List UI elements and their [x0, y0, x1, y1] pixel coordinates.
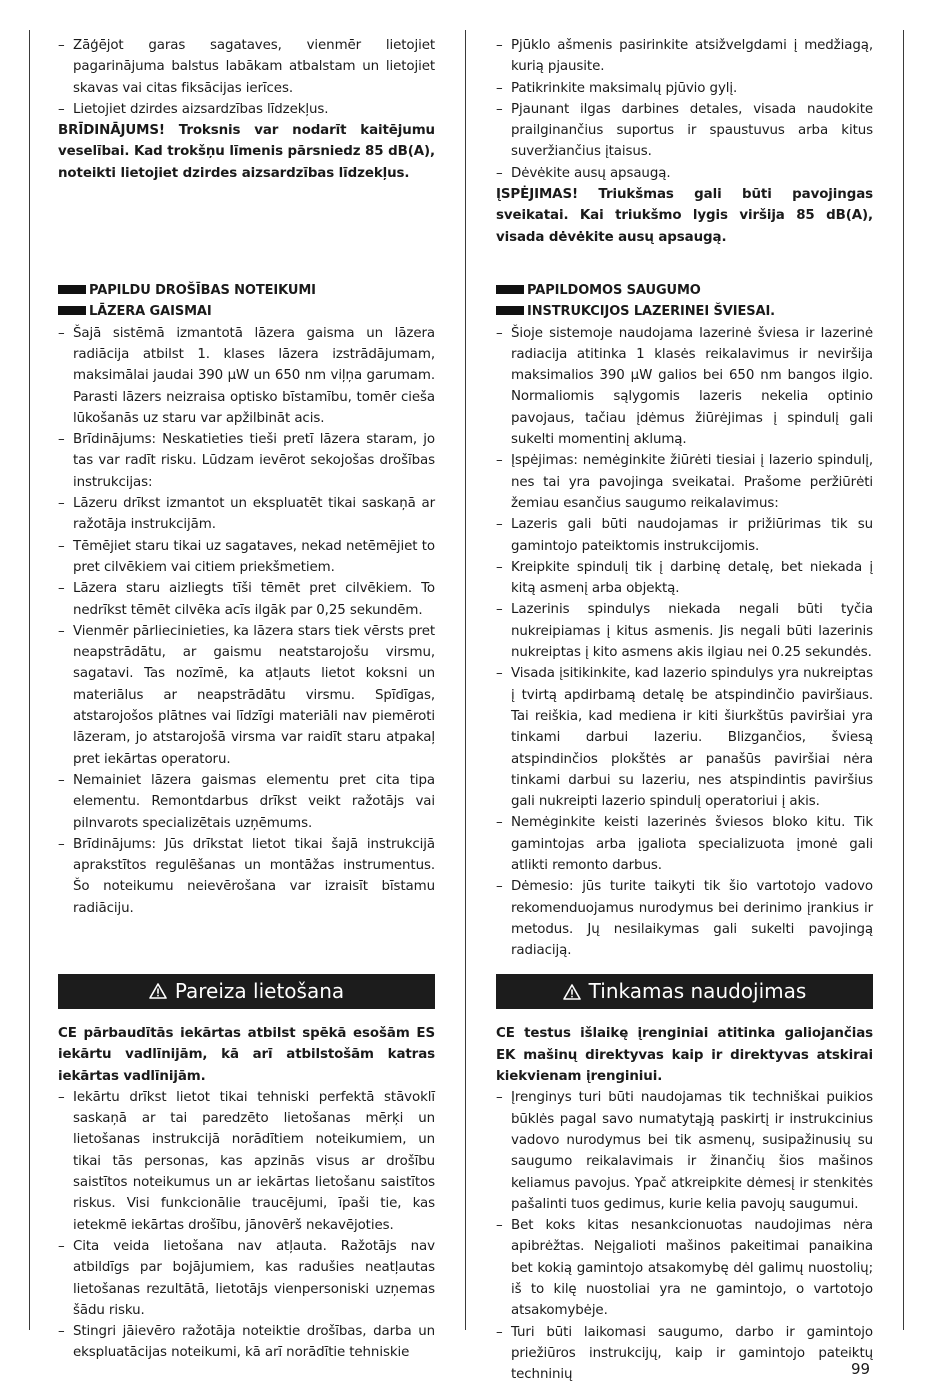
section-heading	[58, 280, 435, 323]
left-intro-list	[58, 35, 435, 120]
list-item: – Brīdinājums: Jūs drīkstat lietot tikai šajā instrukcijā aprakstītos regulēšanas un montāžas instrumentus. Šo noteikumu neievērošana var izraisīt bīstamu radiāciju.	[58, 834, 435, 919]
left-column	[58, 35, 435, 1364]
left-use-list	[58, 1087, 435, 1364]
list-item: – Turi būti laikomasi saugumo, darbo ir gamintojo priežiūros instrukcijų, kaip ir gamintojo pateiktų techninių	[496, 1322, 873, 1386]
section-heading-line: INSTRUKCIJOS LAZERINEI ŠVIESAI.	[527, 304, 776, 320]
right-laser-list	[496, 323, 873, 962]
list-item: – Zāģējot garas sagataves, vienmēr lietojiet pagarinājuma balstus labākam atbalstam un lietojiet skavas vai citas fiksācijas ierīces.	[58, 35, 435, 99]
section-heading-line: PAPILDU DROŠĪBAS NOTEIKUMI	[89, 283, 316, 299]
list-item: – Pjūklo ašmenis pasirinkite atsižvelgdami į medžiagą, kurią pjausite.	[496, 35, 873, 78]
list-item: – Šajā sistēmā izmantotā lāzera gaisma un lāzera radiācija atbilst 1. klases lāzera izstrādājumam, maksimālai jaudai 390 μW un 650 nm viļņa garumam. Parasti lāzers neizraisa optisko bīstamību, tomēr cieša lūkošanās uz staru var apžilbināt acis.	[58, 323, 435, 429]
list-item: – Cita veida lietošana nav atļauta. Ražotājs nav atbildīgs par bojājumiem, kas radušies neatļautas lietošanas rezultātā, lietotājs vienpersoniski uzņemas šādu risku.	[58, 1236, 435, 1321]
section-heading-line: PAPILDOMOS SAUGUMO	[527, 282, 701, 298]
list-item: – Bet koks kitas nesankcionuotas naudojimas nėra apibrėžtas. Neįgalioti mašinos pakeitimai panaikina bet kokią gamintojo atsakomybę dėl galimų nuostolių; iš to kilę nuostoliai yra ne gamintojo, o vartotojo atsakomybėje.	[496, 1215, 873, 1321]
list-item: – Stingri jāievēro ražotāja noteiktie drošības, darba un ekspluatācijas noteikumi, kā arī norādītie tehniskie	[58, 1321, 435, 1364]
use-intro: CE pārbaudītās iekārtas atbilst spēkā esošām ES iekārtu vadlīnijām, kā arī atbilstošām katras iekārtas vadlīnijām.	[58, 1025, 435, 1084]
list-item: – Įspėjimas: nemėginkite žiūrėti tiesiai į lazerio spindulį, nes tai yra pavojinga sveikatai. Prašome peržiūrėti žemiau esančius saugumo reikalavimus:	[496, 450, 873, 514]
list-item: – Lāzera staru aizliegts tīši tēmēt pret cilvēkiem. To nedrīkst tēmēt cilvēka acīs ilgāk par 0,25 sekundēm.	[58, 578, 435, 621]
right-use-list	[496, 1087, 873, 1385]
noise-warning: BRĪDINĀJUMS! Troksnis var nodarīt kaitējumu veselībai. Kad trokšņu līmenis pārsniedz 85 dB(A), noteikti lietojiet dzirdes aizsardzības līdzekļus.	[58, 123, 435, 181]
heading-marker-icon	[58, 285, 86, 294]
section-banner	[58, 974, 435, 1009]
list-item: – Nemainiet lāzera gaismas elementu pret cita tipa elementu. Remontdarbus drīkst veikt ražotājs vai pilnvarots specializētais uzņēmums.	[58, 770, 435, 834]
list-item: – Dėmesio: jūs turite taikyti tik šio vartotojo vadovo rekomenduojamus nurodymus bei derinimo įrankius ir metodus. Jų nesilaikymas gali sukelti pavojingą radiaciją.	[496, 876, 873, 961]
list-item: – Tēmējiet staru tikai uz sagataves, nekad netēmējiet to pret cilvēkiem vai citiem priekšmetiem.	[58, 536, 435, 579]
column-rule-middle	[465, 30, 466, 1330]
banner-title: Pareiza lietošana	[174, 978, 345, 1003]
banner-title: Tinkamas naudojimas	[588, 979, 807, 1004]
heading-marker-icon	[58, 306, 86, 315]
right-intro-list	[496, 35, 873, 184]
list-item: – Lāzeru drīkst izmantot un ekspluatēt tikai saskaņā ar ražotāja instrukcijām.	[58, 493, 435, 536]
heading-marker-icon	[496, 285, 524, 294]
use-intro: CE testus išlaikę įrenginiai atitinka galiojančias EK mašinų direktyvas kaip ir direktyvas atskirai kiekvienam įrenginiui.	[496, 1026, 873, 1085]
list-item: – Vienmēr pārliecinieties, ka lāzera stars tiek vērsts pret neapstrādātu, ar gaismu neatstarojošu virsmu, sagatavi. Tas nozīmē, ka atļauts lietot koksni un materiālus ar neapstrādātu virsmu. Spīdīgas, atstarojošos plātnes vai līdzīgi materiāli nav piemēroti lāzeram, jo atstarojošā virsma var raidīt staru atpakaļ pret iekārtas operatoru.	[58, 621, 435, 770]
section-heading-line: LĀZERA GAISMAI	[89, 304, 212, 320]
list-item: – Iekārtu drīkst lietot tikai tehniski perfektā stāvoklī saskaņā ar tai paredzēto lietošanas mērķi un lietošanas instrukcijā norādītiem noteikumiem, un tikai tās personas, kas apzinās visus ar drošību saistītos noteikumus un ar iekārtas lietošanu saistītos riskus. Visi funkcionālie traucējumi, īpaši tie, kas ietekmē iekārtas drošību, jānovērš nekavējoties.	[58, 1087, 435, 1236]
noise-warning: ĮSPĖJIMAS! Triukšmas gali būti pavojingas sveikatai. Kai triukšmo lygis viršija 85 dB(A), visada dėvėkite ausų apsaugą.	[496, 187, 873, 245]
right-column	[496, 35, 873, 1386]
list-item: – Šioje sistemoje naudojama lazerinė šviesa ir lazerinė radiacija atitinka 1 klasės reikalavimus ir neviršija maksimalios 390 μW galios bei 650 nm bangos ilgio. Normaliomis sąlygomis lazeris nekelia optinio pavojaus, tačiau įdėmus žiūrėjimas į spindulį gali sukelti momentinį aklumą.	[496, 323, 873, 451]
list-item: – Patikrinkite maksimalų pjūvio gylį.	[496, 78, 873, 99]
list-item: – Lazeris gali būti naudojamas ir prižiūrimas tik su gamintojo pateiktomis instrukcijomis.	[496, 514, 873, 557]
column-rule-right	[903, 30, 904, 1330]
warning-triangle-icon	[149, 983, 167, 999]
list-item: – Lietojiet dzirdes aizsardzības līdzekļus.	[58, 99, 435, 120]
list-item: – Pjaunant ilgas darbines detales, visada naudokite prailginančius suportus ir spaustuvus arba kitus suveržiančius įtaisus.	[496, 99, 873, 163]
list-item: – Visada įsitikinkite, kad lazerio spindulys yra nukreiptas į tvirtą apdirbamą detalę be atspindinčio paviršiaus. Tai reiškia, kad mediena ir kiti šiurkštūs paviršiai yra tinkami darbui lazeriu. Blizgančios, šviesą atspindinčios plokštės ar panašūs paviršiai nėra tinkami darbui su lazeriu, nes atspindintis paviršius gali nukreipti lazerio spindulį operatoriui į akis.	[496, 663, 873, 812]
list-item: – Kreipkite spindulį tik į darbinę detalę, bet niekada į kitą asmenį arba objektą.	[496, 557, 873, 600]
warning-triangle-icon	[563, 984, 581, 1000]
left-laser-list	[58, 323, 435, 919]
list-item: – Įrenginys turi būti naudojamas tik techniškai puikios būklės pagal savo numatytąją paskirtį ir instrukcinius vadovo nurodymus bei tik asmenų, susipažinusių su saugumo reikalavimais ir žinančių šios mašinos keliamus pavojus. Ypač atkreipkite dėmesį ir stenkitės pašalinti tuos gedimus, kurie kelia pavojų saugumui.	[496, 1087, 873, 1215]
list-item: – Brīdinājums: Neskatieties tieši pretī lāzera staram, jo tas var radīt risku. Lūdzam ievērot sekojošas drošības instrukcijas:	[58, 429, 435, 493]
heading-marker-icon	[496, 306, 524, 315]
list-item: – Dėvėkite ausų apsaugą.	[496, 163, 873, 184]
list-item: – Lazerinis spindulys niekada negali būti tyčia nukreipiamas į kitus asmenis. Jis negali būti lazerinis nukreiptas į kito asmens akis ilgiau nei 0.25 sekundės.	[496, 599, 873, 663]
section-banner	[496, 974, 873, 1009]
page-number: 99	[851, 1360, 871, 1378]
column-rule-left	[29, 30, 30, 1330]
list-item: – Nemėginkite keisti lazerinės šviesos bloko kitu. Tik gamintojas arba įgaliota specializuota įmonė gali atlikti remonto darbus.	[496, 812, 873, 876]
section-heading	[496, 280, 873, 323]
